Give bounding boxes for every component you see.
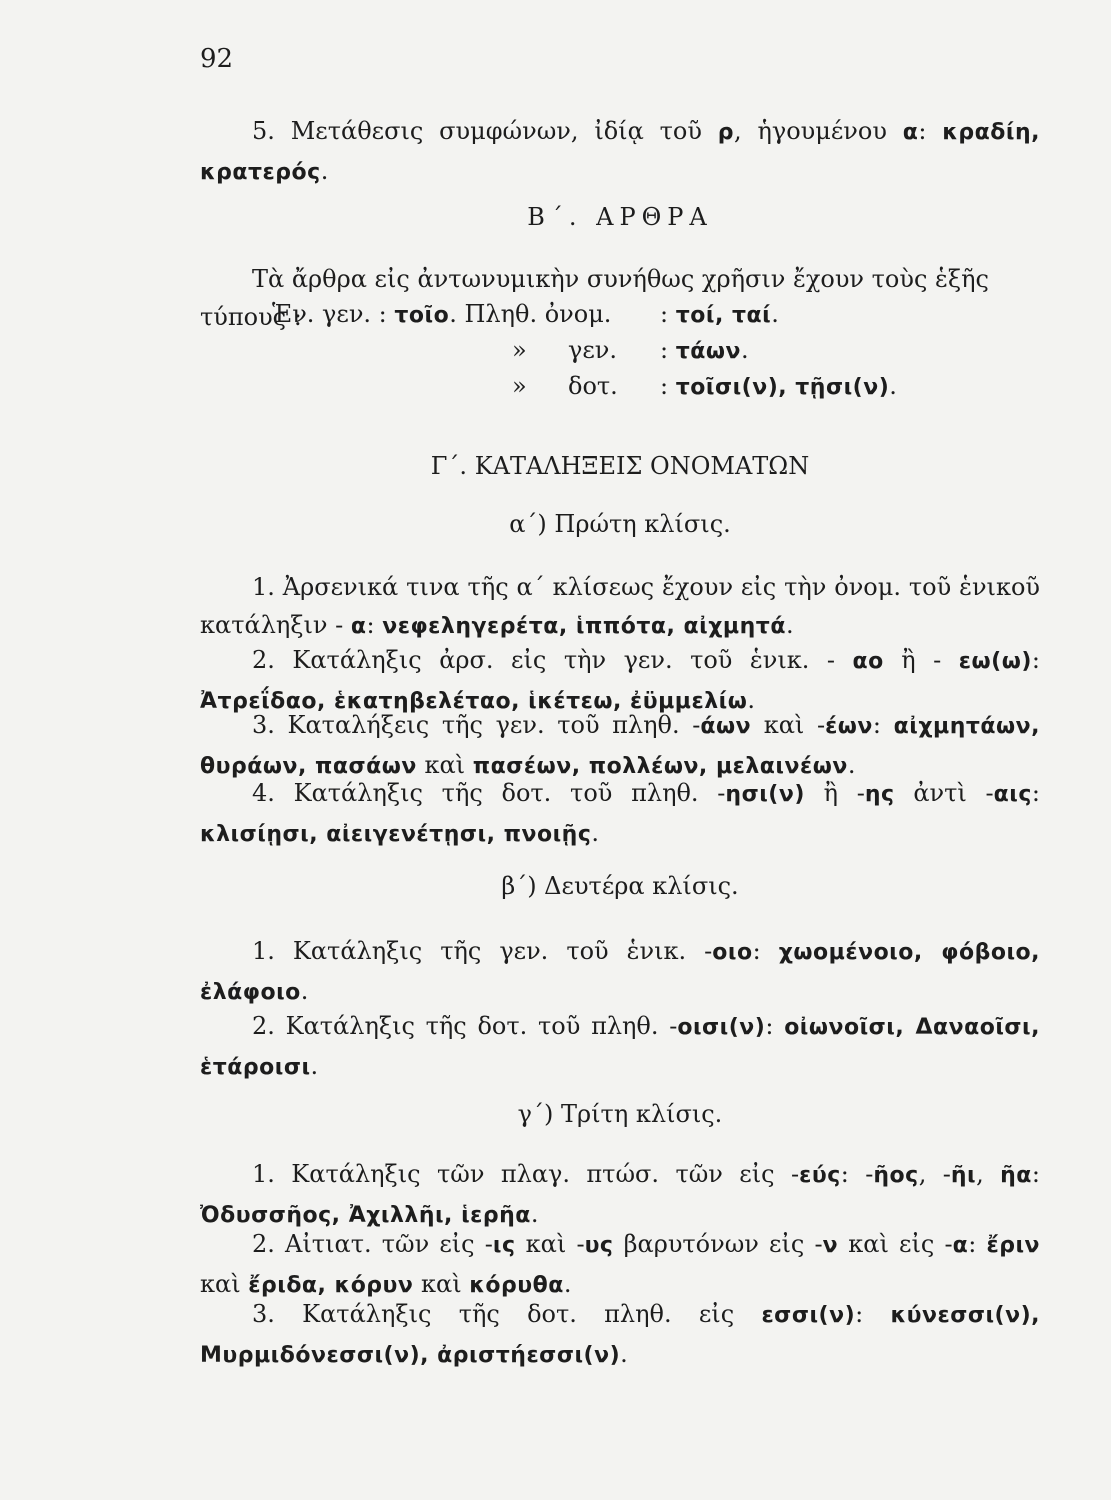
section-heading-articles: Β΄. ΑΡΘΡΑ	[527, 203, 713, 231]
article-row-2-mark: »	[512, 336, 527, 364]
article-row-1-forms: : τοί, ταί.	[660, 300, 779, 328]
third-decl-item-3: 3. Κατάληξις τῆς δοτ. πληθ. εἰς εσσι(ν): κύνεσσι(ν), Μυρμιδόνεσσι(ν), ἀριστήεσσι(ν).	[200, 1300, 1040, 1368]
article-row-3-forms: : τοῖσι(ν), τῇσι(ν).	[660, 372, 897, 400]
articles-intro: Τὰ ἄρθρα εἰς ἀντωνυμικὴν συνήθως χρῆσιν ἔχουν τοὺς ἑξῆς τύπους :	[200, 265, 989, 331]
paragraph-consonant-metathesis: 5. Μετάθεσις συμφώνων, ἰδίᾳ τοῦ ρ, ἡγουμένου α: κραδίη, κρατερός.	[200, 117, 1040, 185]
article-row-3-case: δοτ.	[568, 372, 618, 400]
third-decl-item-1: 1. Κατάληξις τῶν πλαγ. πτώσ. τῶν εἰς -εύς: -ῆος, -ῆι, ῆα: Ὀδυσσῆος, Ἀχιλλῆι, ἱερῆα.	[200, 1160, 1041, 1228]
section-heading-noun-endings: Γ΄. ΚΑΤΑΛΗΞΕΙΣ ΟΝΟΜΑΤΩΝ	[430, 452, 810, 480]
article-row-2-case: γεν.	[568, 336, 617, 364]
first-decl-item-1: 1. Ἀρσενικά τινα τῆς α΄ κλίσεως ἔχουν εἰς τὴν ὀνομ. τοῦ ἑνικοῦ κατάληξιν - α: νεφεληγερέτα, ἱππότα, αἰχμητά.	[200, 573, 1040, 639]
article-row-2-forms: : τάων.	[660, 336, 749, 364]
subheading-first-declension: α΄) Πρώτη κλίσις.	[509, 510, 731, 538]
subheading-third-declension: γ΄) Τρίτη κλίσις.	[517, 1100, 723, 1128]
page-number: 92	[200, 44, 234, 74]
first-decl-item-2: 2. Κατάληξις ἀρσ. εἰς τὴν γεν. τοῦ ἑνικ. - αο ἢ - εω(ω): Ἀτρεΐδαο, ἑκατηβελέταο, ἱκέτεω, ἐϋμμελίω.	[200, 646, 1040, 714]
article-row-1-label: Ἑν. γεν. : τοῖο. Πληθ. ὀνομ.	[272, 300, 612, 328]
first-decl-item-3: 3. Καταλήξεις τῆς γεν. τοῦ πληθ. -άων καὶ -έων: αἰχμητάων, θυράων, πασάων καὶ πασέων, πολλέων, μελαινέων.	[200, 711, 1040, 779]
article-row-3-mark: »	[512, 372, 527, 400]
first-decl-item-4: 4. Κατάληξις τῆς δοτ. τοῦ πληθ. -ησι(ν) ἢ -ης ἀντὶ -αις: κλισίῃσι, αἰειγενέτῃσι, πνοιῇς.	[200, 779, 1040, 847]
subheading-second-declension: β΄) Δευτέρα κλίσις.	[501, 872, 739, 900]
second-decl-item-2: 2. Κατάληξις τῆς δοτ. τοῦ πληθ. -οισι(ν): οἰωνοῖσι, Δαναοῖσι, ἑτάροισι.	[200, 1012, 1040, 1080]
third-decl-item-2: 2. Αἰτιατ. τῶν εἰς -ις καὶ -υς βαρυτόνων εἰς -ν καὶ εἰς -α: ἔριν καὶ ἔριδα, κόρυν καὶ κόρυθα.	[200, 1230, 1041, 1298]
second-decl-item-1: 1. Κατάληξις τῆς γεν. τοῦ ἑνικ. -οιο: χωομένοιο, φόβοιο, ἐλάφοιο.	[200, 937, 1040, 1005]
